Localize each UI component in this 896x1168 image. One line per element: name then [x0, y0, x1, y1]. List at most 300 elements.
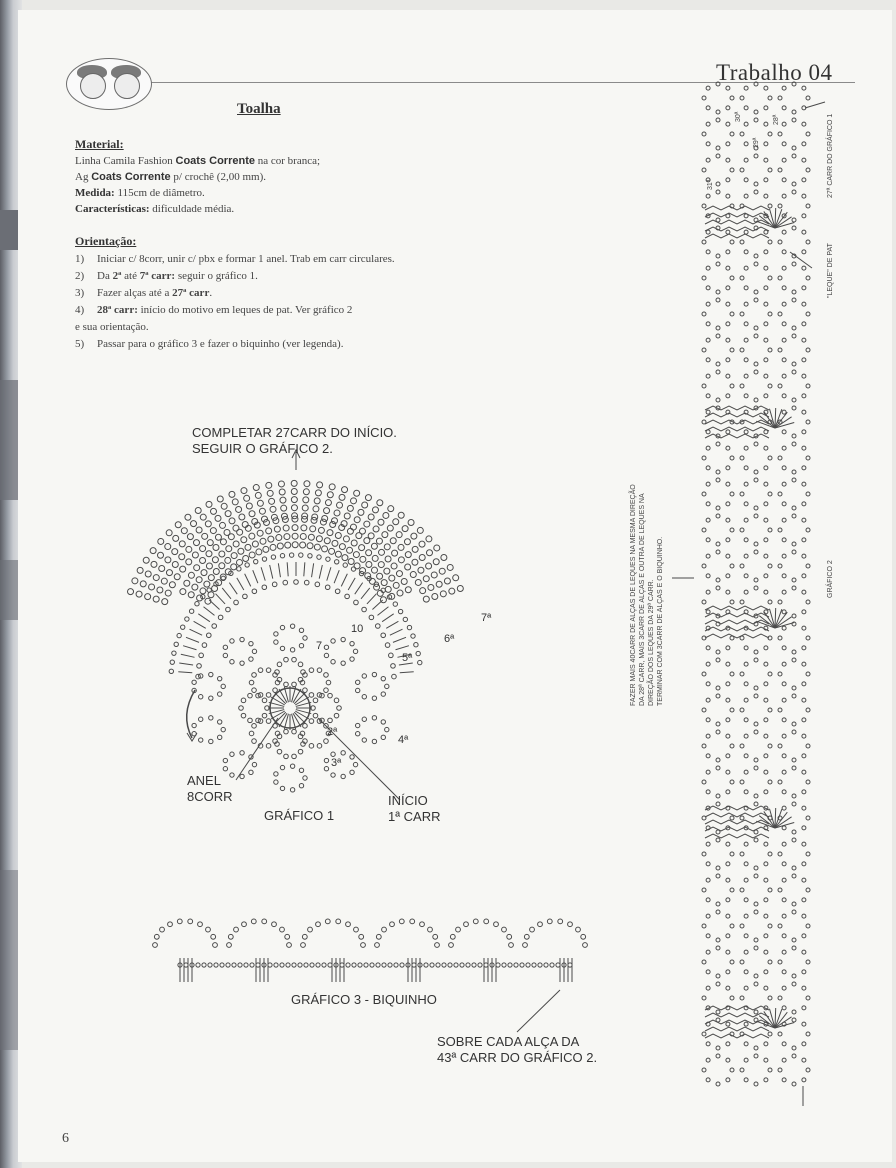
picot-chain — [272, 922, 277, 927]
fan-bead — [140, 581, 146, 587]
fan-bead — [149, 584, 155, 590]
fan-row-5 — [294, 580, 299, 585]
base-chain — [466, 963, 470, 967]
page-title: Toalha — [237, 101, 281, 117]
petal-chain — [298, 662, 303, 667]
band-chain — [764, 950, 768, 954]
band-chain — [768, 240, 772, 244]
fan-bead — [325, 500, 331, 506]
picot-chain — [227, 943, 232, 948]
picot-chain — [160, 927, 165, 932]
fan-bead — [398, 557, 404, 563]
band-chain — [782, 610, 786, 614]
band-chain — [802, 842, 806, 846]
fan-bead — [210, 528, 216, 534]
step-5: 5) Passar para o gráfico 3 e fazer o biquinho (ver legenda). — [75, 338, 344, 350]
fan-bead-inner — [378, 562, 384, 568]
fan-row-5 — [196, 674, 201, 679]
band-chain — [706, 770, 710, 774]
chart-1-top-note-1: COMPLETAR 27CARR DO INÍCIO. — [192, 425, 397, 440]
base-chain — [352, 963, 356, 967]
band-chain — [726, 1022, 730, 1026]
band-chain — [740, 168, 744, 172]
fan-row-6 — [271, 555, 275, 559]
band-chain — [792, 758, 796, 762]
base-chain — [292, 963, 296, 967]
band-chain — [726, 338, 730, 342]
fan-row-5 — [389, 653, 394, 658]
band-fan-stitch — [769, 209, 775, 228]
band-chain — [702, 348, 706, 352]
band-chain — [716, 1010, 720, 1014]
fan-bead — [317, 482, 323, 488]
band-chain — [754, 730, 758, 734]
picot-chain — [301, 943, 306, 948]
fan-bead — [255, 492, 261, 498]
picot-chain — [280, 927, 285, 932]
loop-chain — [280, 765, 284, 769]
petal-chain — [252, 673, 257, 678]
chart-2-note-2: DA 28ª CARR, MAIS 3CARR DE ALÇAS E OUTRA DE LEQUES NA — [639, 493, 646, 706]
base-chain — [340, 963, 344, 967]
base-chain — [364, 963, 368, 967]
base-chain — [532, 963, 536, 967]
picot-chain — [287, 943, 292, 948]
band-chain — [726, 842, 730, 846]
petal-chain — [303, 688, 308, 693]
loop-chain — [209, 672, 213, 676]
fan-bead-inner — [322, 546, 328, 552]
band-chain — [754, 866, 758, 870]
fan-bead-inner — [249, 552, 255, 558]
picot-chain — [359, 934, 364, 939]
fan-bead-inner — [233, 541, 239, 547]
fan-bead — [161, 578, 167, 584]
band-chain — [740, 996, 744, 1000]
band-chain — [764, 646, 768, 650]
band-chain — [726, 86, 730, 90]
base-chain — [526, 963, 530, 967]
band-chain — [778, 456, 782, 460]
fan-stitch — [287, 562, 288, 576]
fan-bead — [362, 502, 368, 508]
base-chain — [196, 963, 200, 967]
fan-bead-inner — [364, 538, 370, 544]
fan-bead — [344, 513, 350, 519]
band-chain — [726, 718, 730, 722]
fan-bead — [291, 489, 297, 495]
band-chain — [764, 754, 768, 758]
band-chain — [702, 1068, 706, 1072]
fan-bead — [165, 557, 171, 563]
band-chain — [706, 250, 710, 254]
band-chain — [744, 770, 748, 774]
band-chain — [782, 158, 786, 162]
fan-bead-inner — [245, 525, 251, 531]
fan-stitch — [312, 563, 314, 577]
loop-chain — [249, 657, 253, 661]
band-chain — [792, 578, 796, 582]
fan-row-6 — [237, 567, 241, 571]
fan-bead-inner — [226, 546, 232, 552]
band-chain — [802, 358, 806, 362]
band-fan-stitch — [769, 409, 775, 428]
fan-bead — [347, 505, 353, 511]
fan-bead — [267, 490, 273, 496]
band-chain — [802, 1042, 806, 1046]
band-chain — [802, 338, 806, 342]
band-chain — [764, 466, 768, 470]
band-chain — [754, 154, 758, 158]
fan-bead — [279, 489, 285, 495]
band-chain — [740, 312, 744, 316]
base-chain — [520, 963, 524, 967]
loop-chain — [240, 774, 244, 778]
band-chain — [716, 254, 720, 258]
fan-bead-inner — [252, 541, 258, 547]
band-chain — [802, 770, 806, 774]
fan-bead-inner — [243, 555, 249, 561]
band-chain — [792, 802, 796, 806]
band-chain — [806, 852, 810, 856]
band-chain — [726, 698, 730, 702]
fan-bead — [415, 579, 421, 585]
edge-pointer — [517, 990, 560, 1032]
base-chain — [514, 963, 518, 967]
band-chain — [802, 394, 806, 398]
band-chain — [806, 240, 810, 244]
band-chain — [782, 950, 786, 954]
loop-chain — [252, 649, 256, 653]
band-chain — [726, 590, 730, 594]
band-chain — [806, 1068, 810, 1072]
band-chain — [716, 262, 720, 266]
loop-chain — [324, 767, 328, 771]
band-chain — [744, 986, 748, 990]
fan-bead — [291, 480, 297, 486]
loop-chain — [217, 735, 221, 739]
band-chain — [806, 1032, 810, 1036]
picot-chain — [168, 922, 173, 927]
fan-bead-inner — [206, 551, 212, 557]
fan-bead — [410, 572, 416, 578]
band-chain — [782, 410, 786, 414]
fan-row-6 — [262, 557, 266, 561]
band-chain — [716, 658, 720, 662]
band-chain — [792, 730, 796, 734]
petal-chain — [284, 682, 289, 687]
band-chain — [768, 492, 772, 496]
fan-bead-inner — [284, 534, 290, 540]
picot-chain — [435, 943, 440, 948]
petal-chain — [252, 688, 257, 693]
band-chain — [702, 204, 706, 208]
band-chain — [768, 852, 772, 856]
picot-chain — [456, 927, 461, 932]
petal-chain — [249, 731, 254, 736]
band-chain — [754, 334, 758, 338]
fan-bead-inner — [208, 592, 214, 598]
loop-chain — [290, 648, 294, 652]
base-chain — [298, 963, 302, 967]
loop-chain — [230, 660, 234, 664]
band-chain — [730, 492, 734, 496]
band-chain — [782, 430, 786, 434]
band-chain — [802, 1022, 806, 1026]
petal-chain — [248, 718, 253, 723]
fan-stitch — [348, 578, 355, 590]
band-chain — [754, 686, 758, 690]
band-chain — [792, 110, 796, 114]
band-chain — [768, 168, 772, 172]
band-chain — [716, 470, 720, 474]
band-chain — [778, 960, 782, 964]
band-chain — [792, 946, 796, 950]
band-chain — [744, 878, 748, 882]
band-chain — [726, 230, 730, 234]
fan-bead — [433, 559, 439, 565]
fan-bead — [404, 539, 410, 545]
base-chain — [214, 963, 218, 967]
band-chain — [792, 1046, 796, 1050]
band-chain — [792, 838, 796, 842]
round-label-3a: 3ª — [331, 757, 342, 769]
fan-row-5 — [262, 585, 267, 590]
band-chain — [754, 658, 758, 662]
fan-bead-inner — [231, 564, 237, 570]
fan-bead — [215, 534, 221, 540]
fan-bead — [266, 482, 272, 488]
fan-bead — [221, 503, 227, 509]
fan-bead — [185, 514, 191, 520]
band-chain — [706, 502, 710, 506]
fan-bead — [211, 508, 217, 514]
fan-row-5 — [234, 600, 239, 605]
band-chain — [726, 914, 730, 918]
fan-bead — [398, 544, 404, 550]
base-chain — [496, 963, 500, 967]
fan-bead — [350, 524, 356, 530]
band-chain — [744, 646, 748, 650]
fan-bead — [315, 490, 321, 496]
fan-bead-inner — [316, 536, 322, 542]
fan-bead — [382, 532, 388, 538]
band-chain — [792, 218, 796, 222]
band-chain — [702, 996, 706, 1000]
band-chain — [768, 1068, 772, 1072]
band-chain — [802, 986, 806, 990]
band-chain — [806, 96, 810, 100]
fan-bead — [169, 582, 175, 588]
band-chain — [716, 514, 720, 518]
fan-stitch — [186, 637, 199, 642]
band-chain — [802, 554, 806, 558]
loop-chain — [331, 773, 335, 777]
band-chain — [730, 1068, 734, 1072]
fan-bead — [408, 520, 414, 526]
band-chain — [744, 790, 748, 794]
petal-chain — [303, 724, 308, 729]
band-chain — [764, 158, 768, 162]
band-chain — [792, 406, 796, 410]
band-chain — [792, 658, 796, 662]
loop-chain — [217, 692, 221, 696]
chart-2-note-1: FAZER MAIS 40CARR DE ALÇAS DE LEQUES NA MESMA DIREÇÃO — [630, 484, 637, 706]
fan-bead-inner — [384, 568, 390, 574]
base-chain — [346, 963, 350, 967]
band-chain — [764, 590, 768, 594]
fan-row-6 — [393, 602, 397, 606]
band-chain — [782, 374, 786, 378]
band-chain — [768, 996, 772, 1000]
band-chain — [726, 662, 730, 666]
band-chain — [792, 766, 796, 770]
picot-chain — [568, 922, 573, 927]
fan-bead — [202, 533, 208, 539]
band-chain — [740, 276, 744, 280]
base-chain — [454, 963, 458, 967]
band-chain — [792, 866, 796, 870]
band-chain — [744, 574, 748, 578]
band-fan-zigzag — [705, 627, 769, 631]
loop-chain — [299, 784, 303, 788]
petal-chain — [313, 713, 318, 718]
features-line: Características: dificuldade média. — [75, 203, 235, 215]
fan-bead-inner — [200, 558, 206, 564]
band-chain — [806, 708, 810, 712]
base-chain — [268, 963, 272, 967]
band-chain — [744, 718, 748, 722]
petal-chain — [309, 693, 314, 698]
fan-bead — [364, 521, 370, 527]
loop-chain — [385, 684, 389, 688]
petal-chain — [258, 668, 263, 673]
fan-bead — [193, 540, 199, 546]
picot-chain — [583, 943, 588, 948]
band-chain — [782, 790, 786, 794]
fan-bead — [215, 515, 221, 521]
band-chain — [730, 96, 734, 100]
fan-stitch — [304, 562, 305, 576]
fan-bead — [412, 546, 418, 552]
fan-bead — [232, 499, 238, 505]
fan-stitch — [194, 621, 206, 628]
band-chain — [782, 934, 786, 938]
petal-chain — [266, 668, 271, 673]
fan-bead — [423, 596, 429, 602]
picot-chain — [336, 919, 341, 924]
loop-chain — [353, 649, 357, 653]
band-chain — [754, 82, 758, 86]
loop-chain — [240, 637, 244, 641]
band-chain — [716, 550, 720, 554]
band-chain — [716, 802, 720, 806]
fan-bead-inner — [292, 542, 298, 548]
band-chain — [730, 744, 734, 748]
band-chain — [730, 600, 734, 604]
band-chain — [802, 914, 806, 918]
picot-chain — [198, 922, 203, 927]
fan-bead — [423, 576, 429, 582]
fan-row-6 — [177, 633, 181, 637]
band-fan-zigzag — [705, 406, 769, 410]
base-chain — [220, 963, 224, 967]
fan-bead-inner — [276, 535, 282, 541]
fan-row-6 — [169, 669, 173, 673]
fan-row-6 — [398, 609, 402, 613]
fan-bead — [192, 552, 198, 558]
band-chain — [740, 240, 744, 244]
loop-chain — [324, 758, 328, 762]
petal-chain — [328, 693, 333, 698]
band-chain — [754, 478, 758, 482]
fan-bead — [229, 491, 235, 497]
band-chain — [782, 466, 786, 470]
band-chain — [782, 358, 786, 362]
fan-bead — [253, 485, 259, 491]
band-chain — [730, 528, 734, 532]
band-chain — [726, 1078, 730, 1082]
chart-2-row-29: 29ª — [753, 137, 760, 148]
band-chain — [764, 914, 768, 918]
band-chain — [716, 326, 720, 330]
fan-bead-inner — [263, 546, 269, 552]
base-chain — [484, 963, 488, 967]
band-chain — [744, 662, 748, 666]
step-4: 4) 28ª carr: início do motivo em leques de pat. Ver gráfico 2 — [75, 304, 353, 316]
base-chain — [538, 963, 542, 967]
band-chain — [792, 190, 796, 194]
band-chain — [768, 384, 772, 388]
fan-bead-inner — [308, 534, 314, 540]
petal-chain — [309, 744, 314, 749]
band-chain — [764, 898, 768, 902]
loop-chain — [252, 762, 256, 766]
step-2: 2) Da 2ª até 7ª carr: seguir o gráfico 1. — [75, 270, 258, 282]
base-chain — [304, 963, 308, 967]
fan-stitch — [319, 565, 322, 579]
band-chain — [730, 564, 734, 568]
band-chain — [802, 518, 806, 522]
band-chain — [764, 718, 768, 722]
band-chain — [730, 960, 734, 964]
fan-bead-inner — [353, 552, 359, 558]
base-chain — [226, 963, 230, 967]
picot-chain — [325, 919, 330, 924]
band-chain — [706, 590, 710, 594]
fan-bead-inner — [391, 563, 397, 569]
band-chain — [744, 466, 748, 470]
fan-bead-inner — [238, 548, 244, 554]
fan-bead — [428, 584, 434, 590]
fan-bead — [166, 530, 172, 536]
petal-chain — [337, 706, 342, 711]
band-chain — [778, 132, 782, 136]
band-chain — [806, 348, 810, 352]
fan-bead-inner — [285, 542, 291, 548]
fan-bead — [390, 538, 396, 544]
band-chain — [754, 470, 758, 474]
fan-bead-inner — [188, 592, 194, 598]
band-chain — [740, 492, 744, 496]
loop-chain — [280, 646, 284, 650]
round-label-10: 10 — [351, 623, 364, 635]
band-chain — [740, 852, 744, 856]
band-chain — [716, 838, 720, 842]
fan-bead — [151, 561, 157, 567]
loop-chain — [362, 738, 366, 742]
anel-pointer — [236, 718, 278, 780]
